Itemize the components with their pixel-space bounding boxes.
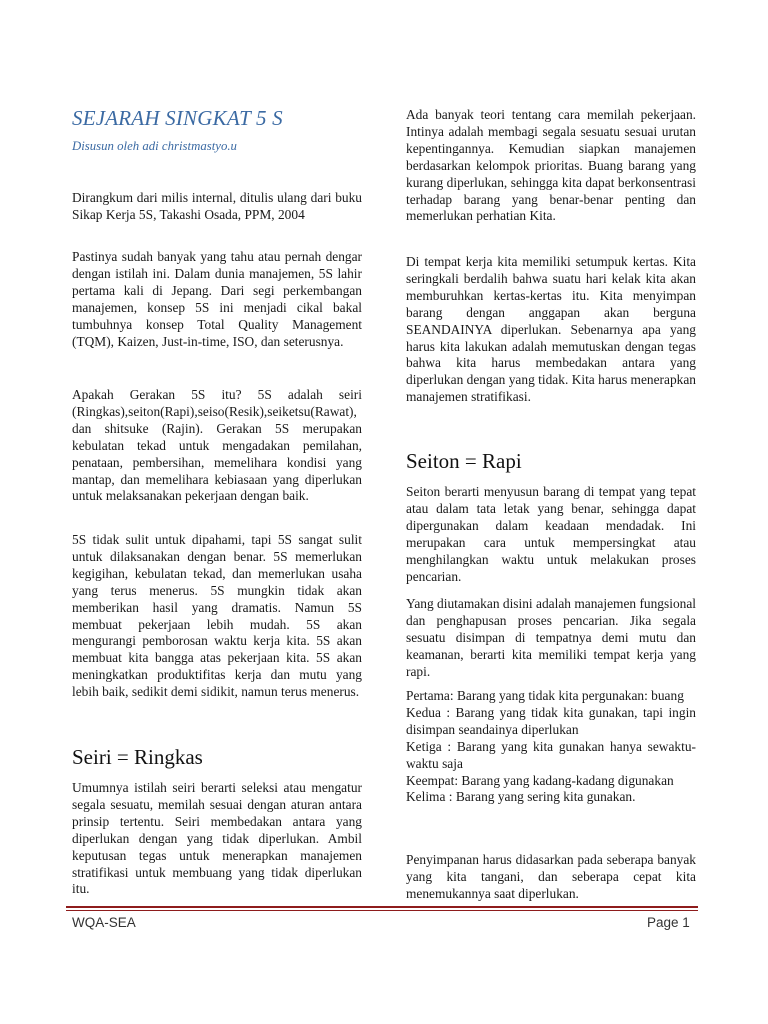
paragraph-sorting-theory: Ada banyak teori tentang cara memilah pekerjaan. Intinya adalah membagi segala sesuatu sesuai urutan kepentingannya. Kemudian siapkan manajemen berdasarkan kelompok prioritas. Buang barang yang kurang diperlukan, sehingga kita dapat berkonsentrasi terhadap barang yang benar-benar penting dan memerlukan perhatian Kita. bbox=[406, 107, 696, 224]
list-item: Kelima : Barang yang sering kita gunakan. bbox=[406, 789, 636, 805]
paragraph-seiri: Umumnya istilah seiri berarti seleksi atau mengatur segala sesuatu, memilah sesuai dengan aturan antara prinsip tertentu. Seiri membedakan antara yang diperlukan dengan yang tidak diperlukan. Ambil keputusan tegas untuk menerapkan manajemen stratifikasi untuk membuang yang tidak diperlukan itu. bbox=[72, 780, 362, 897]
list-item: Pertama: Barang yang tidak kita pergunakan: buang bbox=[406, 688, 684, 703]
paragraph-functional-management: Yang diutamakan disini adalah manajemen fungsional dan penghapusan proses pencarian. Jika segala sesuatu disimpan di tempatnya demi mutu dan keamanan, berarti kita memiliki tempat kerja yang rapi. bbox=[406, 596, 696, 679]
paragraph-what-is-5s: Apakah Gerakan 5S itu? 5S adalah seiri (Ringkas),seiton(Rapi),seiso(Resik),seiketsu(Rawat), dan shitsuke (Rajin). Gerakan 5S merupakan kebulatan tekad untuk mengadakan pemilahan, penataan, pembersihan, memelihara kondisi yang mantap, dan memelihara kebiasaan yang diperlukan untuk melaksanakan pekerjaan dengan baik. bbox=[72, 387, 362, 504]
document-title: SEJARAH SINGKAT 5 S bbox=[72, 106, 283, 130]
list-item: Keempat: Barang yang kadang-kadang digunakan bbox=[406, 772, 674, 788]
heading-seiton: Seiton = Rapi bbox=[406, 449, 522, 473]
footer-divider bbox=[66, 906, 698, 908]
paragraph-paper-stack: Di tempat kerja kita memiliki setumpuk kertas. Kita seringkali berdalih bahwa suatu hari kelak kita akan memburuhkan kertas-kertas itu. Kita menyimpan barang dengan anggapan akan berguna SEANDAINYA diperlukan. Sebenarnya apa yang harus kita lakukan adalah memutuskan dengan tegas bahwa kita harus membedakan antara yang diperlukan dengan yang tidak. Kita harus menerapkan manajemen stratifikasi. bbox=[406, 254, 696, 405]
paragraph-storage: Penyimpanan harus didasarkan pada seberapa banyak yang kita tangani, dan seberapa cepat kita menemukannya saat diperlukan. bbox=[406, 852, 696, 901]
page-number: Page 1 bbox=[647, 915, 690, 930]
paragraph-seiton: Seiton berarti menyusun barang di tempat yang tepat atau dalam tata letak yang benar, sehingga dapat dipergunakan dalam keadaan mendadak. Ini merupakan cara untuk mempersingkat atau menghilangkan waktu untuk melakukan proses pencarian. bbox=[406, 484, 696, 584]
heading-seiri: Seiri = Ringkas bbox=[72, 745, 203, 769]
footer-divider-thin bbox=[66, 910, 698, 911]
paragraph-5s-benefits: 5S tidak sulit untuk dipahami, tapi 5S sangat sulit untuk dilaksanakan dengan benar. 5S memerlukan kegigihan, kebulatan tekad, dan memerlukan usaha yang terus menerus. 5S mungkin tidak akan memberikan hasil yang dramatis. Namun 5S membuat pekerjaan lebih mudah. 5S akan mengurangi pemborosan waktu kerja kita. 5S akan membuat kita bangga atas pekerjaan kita. 5S akan meningkatkan produktifitas kerja dan mutu yang lebih baik, sedikit demi sidikit, namun terus menerus. bbox=[72, 532, 362, 700]
document-subtitle: Disusun oleh adi christmastyo.u bbox=[72, 139, 237, 153]
paragraph-history: Pastinya sudah banyak yang tahu atau pernah dengar dengan istilah ini. Dalam dunia manajemen, 5S lahir pertama kali di Jepang. Dari segi perkembangan manajemen, konsep 5S ini menjadi cikal bakal tumbuhnya konsep Total Quality Management (TQM), Kaizen, Just-in-time, ISO, dan seterusnya. bbox=[72, 249, 362, 349]
list-item: Kedua : Barang yang tidak kita gunakan, tapi ingin disimpan seandainya diperlukan bbox=[406, 704, 696, 737]
intro-paragraph: Dirangkum dari milis internal, ditulis ulang dari buku Sikap Kerja 5S, Takashi Osada, PPM, 2004 bbox=[72, 190, 362, 222]
priority-list bbox=[406, 688, 696, 806]
list-item: Ketiga : Barang yang kita gunakan hanya sewaktu-waktu saja bbox=[406, 738, 696, 771]
footer-organization: WQA-SEA bbox=[72, 915, 136, 930]
